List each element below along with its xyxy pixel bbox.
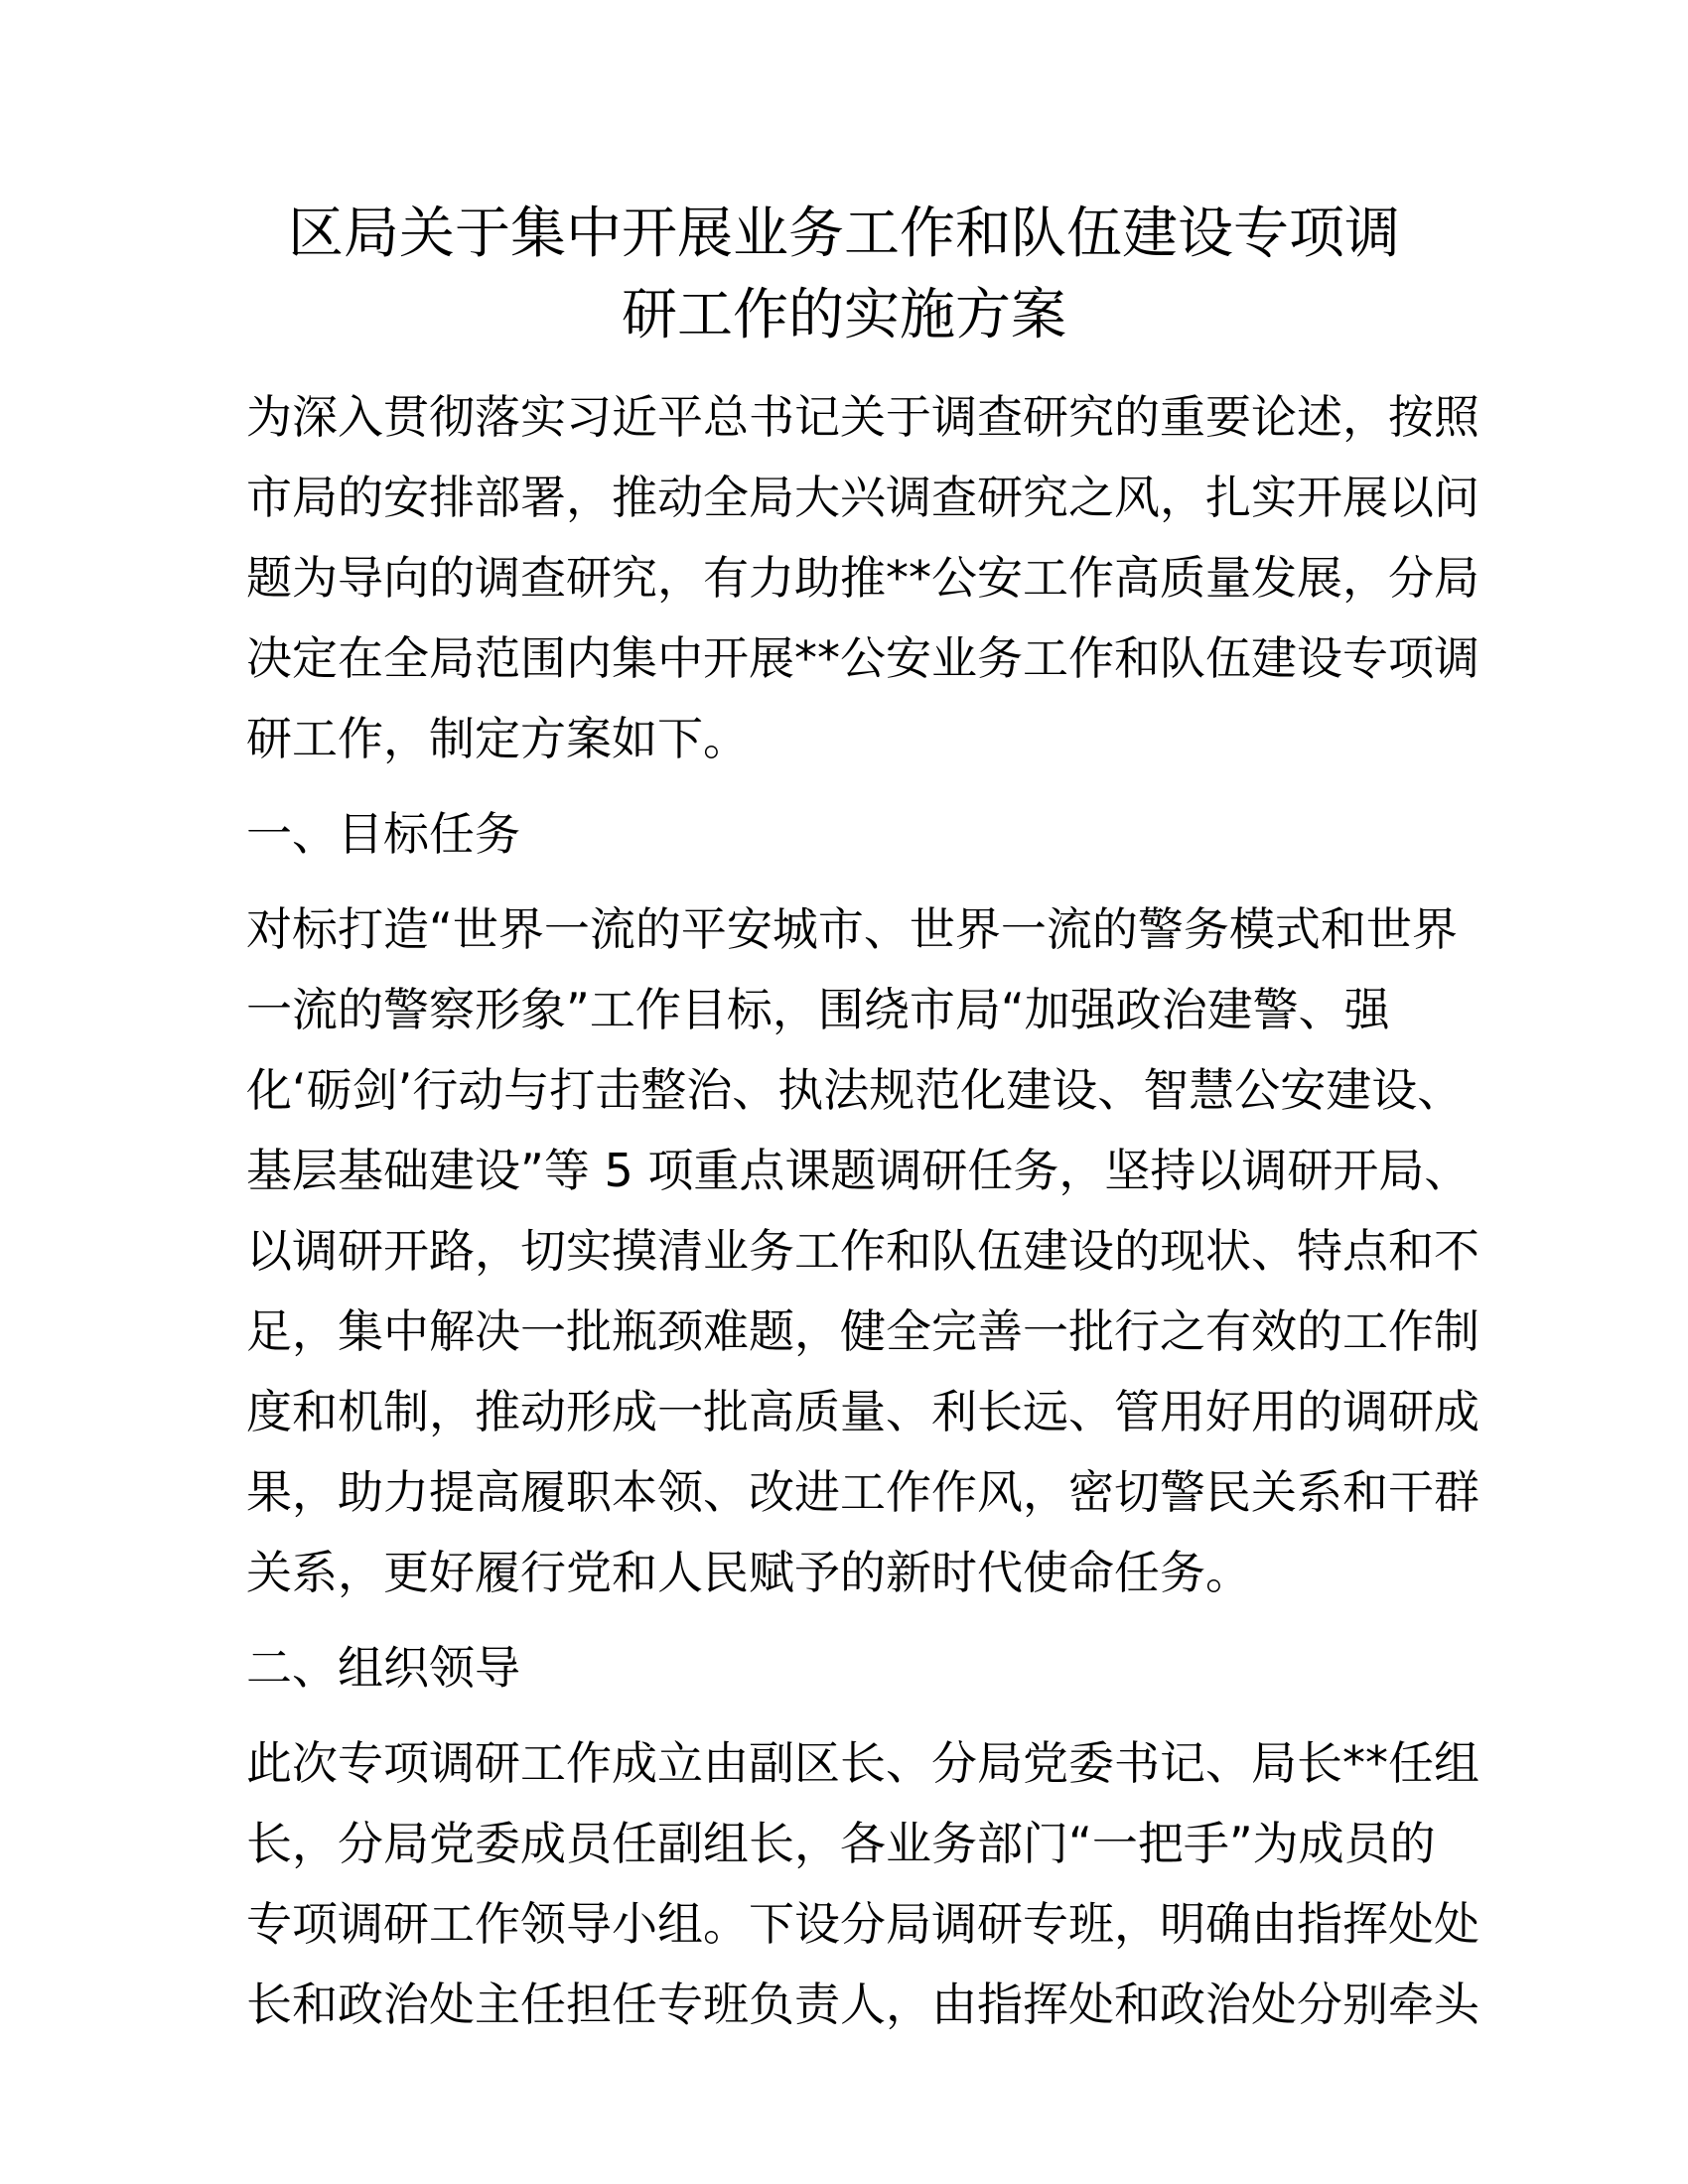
document-body — [246, 377, 1479, 2060]
text-line: 为深入贯彻落实习近平总书记关于调查研究的重要论述，按照 — [246, 390, 1479, 444]
title-line: 研工作的实施方案 — [622, 283, 1066, 347]
heading-text: 一、目标任务 — [246, 807, 520, 861]
text-line: 题为导向的调查研究，有力助推**公安工作高质量发展，分局 — [246, 551, 1479, 605]
text-line: 以调研开路，切实摸清业务工作和队伍建设的现状、特点和不 — [246, 1224, 1479, 1278]
text-line: 度和机制，推动形成一批高质量、利长远、管用好用的调研成 — [246, 1385, 1479, 1438]
text-line: 足，集中解决一批瓶颈难题，健全完善一批行之有效的工作制 — [246, 1304, 1479, 1358]
text-line: 长，分局党委成员任副组长，各业务部门“一把手”为成员的 — [246, 1817, 1436, 1870]
text-line: 此次专项调研工作成立由副区长、分局党委书记、局长**任组 — [246, 1736, 1479, 1790]
section-heading-goals — [246, 794, 1438, 875]
goals-paragraph — [246, 889, 1479, 1613]
text-line: 关系，更好履行党和人民赋予的新时代使命任务。 — [246, 1546, 1251, 1599]
text-line: 化‘砺剑’行动与打击整治、执法规范化建设、智慧公安建设、 — [246, 1063, 1464, 1117]
text-line: 对标打造“世界一流的平安城市、世界一流的警务模式和世界 — [246, 902, 1458, 956]
text-line: 研工作，制定方案如下。 — [246, 712, 749, 765]
text-line: 果，助力提高履职本领、改进工作作风，密切警民关系和干群 — [246, 1465, 1479, 1519]
text-line: 基层基础建设”等 5 项重点课题调研任务，坚持以调研开局、 — [246, 1144, 1471, 1197]
document-title — [238, 194, 1450, 356]
leadership-paragraph — [246, 1723, 1479, 2045]
heading-text: 二、组织领导 — [246, 1641, 520, 1695]
text-line: 一流的警察形象”工作目标，围绕市局“加强政治建警、强 — [246, 983, 1390, 1036]
text-line: 专项调研工作领导小组。下设分局调研专班，明确由指挥处处 — [246, 1897, 1479, 1951]
text-line: 决定在全局范围内集中开展**公安业务工作和队伍建设专项调 — [246, 631, 1479, 685]
intro-paragraph — [246, 377, 1479, 779]
text-line: 市局的安排部署，推动全局大兴调查研究之风，扎实开展以问 — [246, 471, 1479, 524]
text-line: 长和政治处主任担任专班负责人，由指挥处和政治处分别牵头 — [246, 1978, 1479, 2031]
section-heading-leadership — [246, 1628, 1438, 1708]
title-line: 区局关于集中开展业务工作和队伍建设专项调 — [288, 202, 1400, 266]
